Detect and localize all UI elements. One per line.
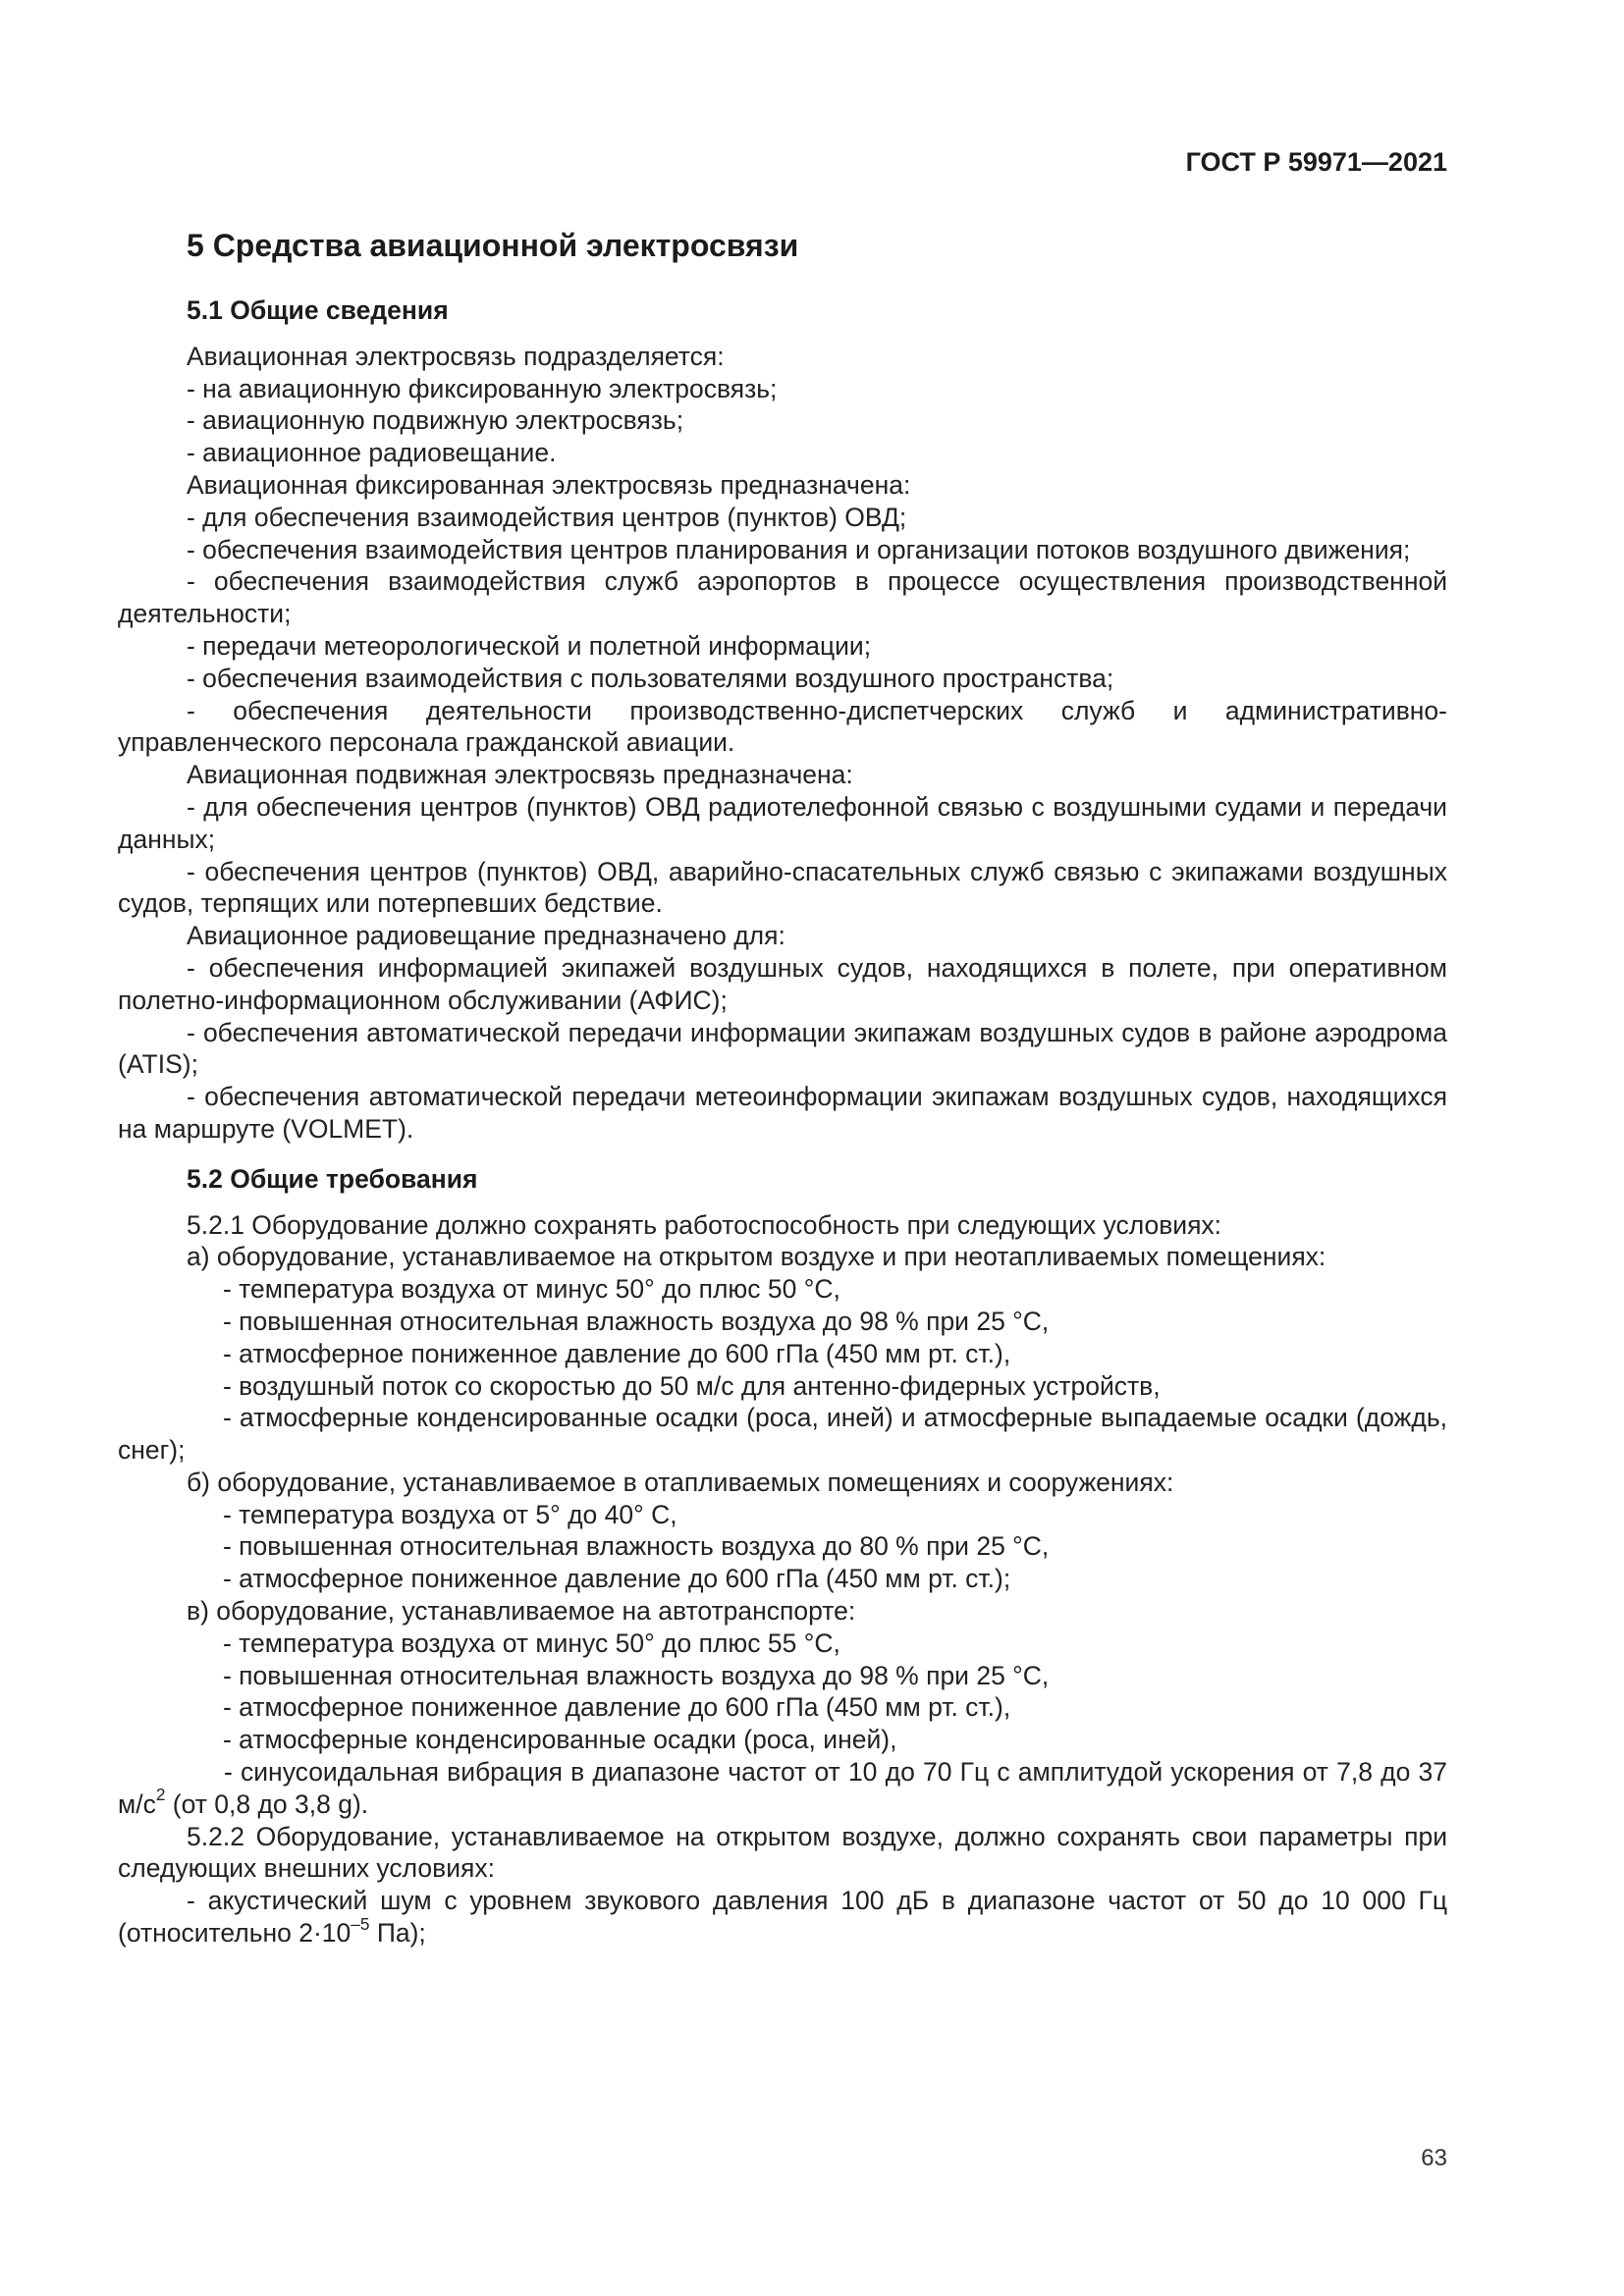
- document-body: [118, 294, 1447, 1949]
- list-item: - температура воздуха от 5° до 40° С,: [223, 1499, 677, 1529]
- list-item: - для обеспечения взаимодействия центров (пунктов) ОВД;: [187, 502, 907, 532]
- list-item: - авиационную подвижную электросвязь;: [187, 405, 684, 436]
- list-item: - атмосферные конденсированные осадки (роса, иней),: [223, 1725, 897, 1755]
- subsection-title: 5.1 Общие сведения: [187, 295, 449, 325]
- list-item: - передачи метеорологической и полетной информации;: [187, 630, 872, 661]
- list-item: - атмосферное пониженное давление до 600 гПа (450 мм рт. ст.),: [223, 1338, 1011, 1368]
- list-item: - обеспечения центров (пунктов) ОВД, аварийно-спасательных служб связью с экипажами воздушных судов, терпящих или потерпевших бедствие.: [118, 856, 1447, 919]
- list-item: - обеспечения деятельности производственно-диспетчерских служб и административно-управленческого персонала гражданской авиации.: [118, 695, 1447, 758]
- superscript: –5: [351, 1913, 370, 1934]
- list-item: - атмосферное пониженное давление до 600 гПа (450 мм рт. ст.);: [223, 1564, 1011, 1594]
- list-item: - на авиационную фиксированную электросвязь;: [187, 373, 778, 403]
- paragraph: Авиационное радиовещание предназначено для:: [187, 921, 785, 951]
- paragraph: Авиационная фиксированная электросвязь предназначена:: [187, 469, 911, 500]
- page-number: 63: [1421, 2145, 1447, 2171]
- list-item: - температура воздуха от минус 50° до плюс 50 °С,: [223, 1274, 840, 1305]
- list-item: - авиационное радиовещание.: [187, 438, 557, 468]
- list-item: - обеспечения информацией экипажей воздушных судов, находящихся в полете, при оперативном полетно-информационном обслуживании (АФИС);: [118, 952, 1447, 1015]
- vibration-text: - синусоидальная вибрация в диапазоне частот от 10 до 70 Гц с амплитудой ускорения от 7,8 до 37 м/с: [118, 1757, 1447, 1819]
- paragraph: 5.2.1 Оборудование должно сохранять работоспособность при следующих условиях:: [187, 1209, 1222, 1240]
- list-item: - обеспечения автоматической передачи информации экипажам воздушных судов в районе аэродрома (ATIS);: [118, 1017, 1447, 1080]
- list-heading: в) оборудование, устанавливаемое на автотранспорте:: [187, 1596, 856, 1627]
- list-item: - воздушный поток со скоростью до 50 м/с для антенно-фидерных устройств,: [223, 1370, 1161, 1401]
- list-item: - для обеспечения центров (пунктов) ОВД радиотелефонной связью с воздушными судами и передачи данных;: [118, 791, 1447, 854]
- paragraph: 5.2.2 Оборудование, устанавливаемое на открытом воздухе, должно сохранять свои параметры при следующих внешних условиях:: [118, 1821, 1447, 1884]
- superscript: 2: [155, 1785, 166, 1805]
- list-item: - обеспечения автоматической передачи метеоинформации экипажам воздушных судов, находящихся на маршруте (VOLMET).: [118, 1082, 1447, 1144]
- list-item: - обеспечения взаимодействия с пользователями воздушного пространства;: [187, 663, 1114, 693]
- section-title: 5 Средства авиационной электросвязи: [187, 228, 799, 263]
- noise-text-end: Па);: [369, 1918, 426, 1949]
- list-item: - обеспечения взаимодействия центров планирования и организации потоков воздушного движения;: [187, 534, 1411, 564]
- list-item: - температура воздуха от минус 50° до плюс 55 °С,: [223, 1628, 840, 1658]
- paragraph: Авиационная подвижная электросвязь предназначена:: [187, 760, 853, 790]
- list-item: - повышенная относительная влажность воздуха до 98 % при 25 °С,: [223, 1306, 1050, 1336]
- subsection-title: 5.2 Общие требования: [187, 1163, 478, 1194]
- list-item: - повышенная относительная влажность воздуха до 80 % при 25 °С,: [223, 1531, 1050, 1562]
- list-item: [118, 1756, 1447, 1821]
- list-item: [118, 1885, 1447, 1949]
- list-heading: а) оборудование, устанавливаемое на открытом воздухе и при неотапливаемых помещениях:: [187, 1242, 1326, 1272]
- vibration-text-end: (от 0,8 до 3,8 g).: [165, 1789, 369, 1819]
- paragraph: Авиационная электросвязь подразделяется:: [187, 341, 725, 371]
- list-heading: б) оборудование, устанавливаемое в отапливаемых помещениях и сооружениях:: [187, 1467, 1174, 1497]
- noise-text: - акустический шум с уровнем звукового давления 100 дБ в диапазоне частот от 50 до 10 000 Гц (относительно 2·10: [118, 1886, 1447, 1949]
- list-item: - обеспечения взаимодействия служб аэропортов в процессе осуществления производственной деятельности;: [118, 566, 1447, 629]
- list-item: - атмосферные конденсированные осадки (роса, иней) и атмосферные выпадаемые осадки (дождь, снег);: [118, 1403, 1447, 1466]
- standard-header: ГОСТ Р 59971—2021: [1185, 147, 1447, 177]
- list-item: - повышенная относительная влажность воздуха до 98 % при 25 °С,: [223, 1660, 1050, 1690]
- list-item: - атмосферное пониженное давление до 600 гПа (450 мм рт. ст.),: [223, 1692, 1011, 1723]
